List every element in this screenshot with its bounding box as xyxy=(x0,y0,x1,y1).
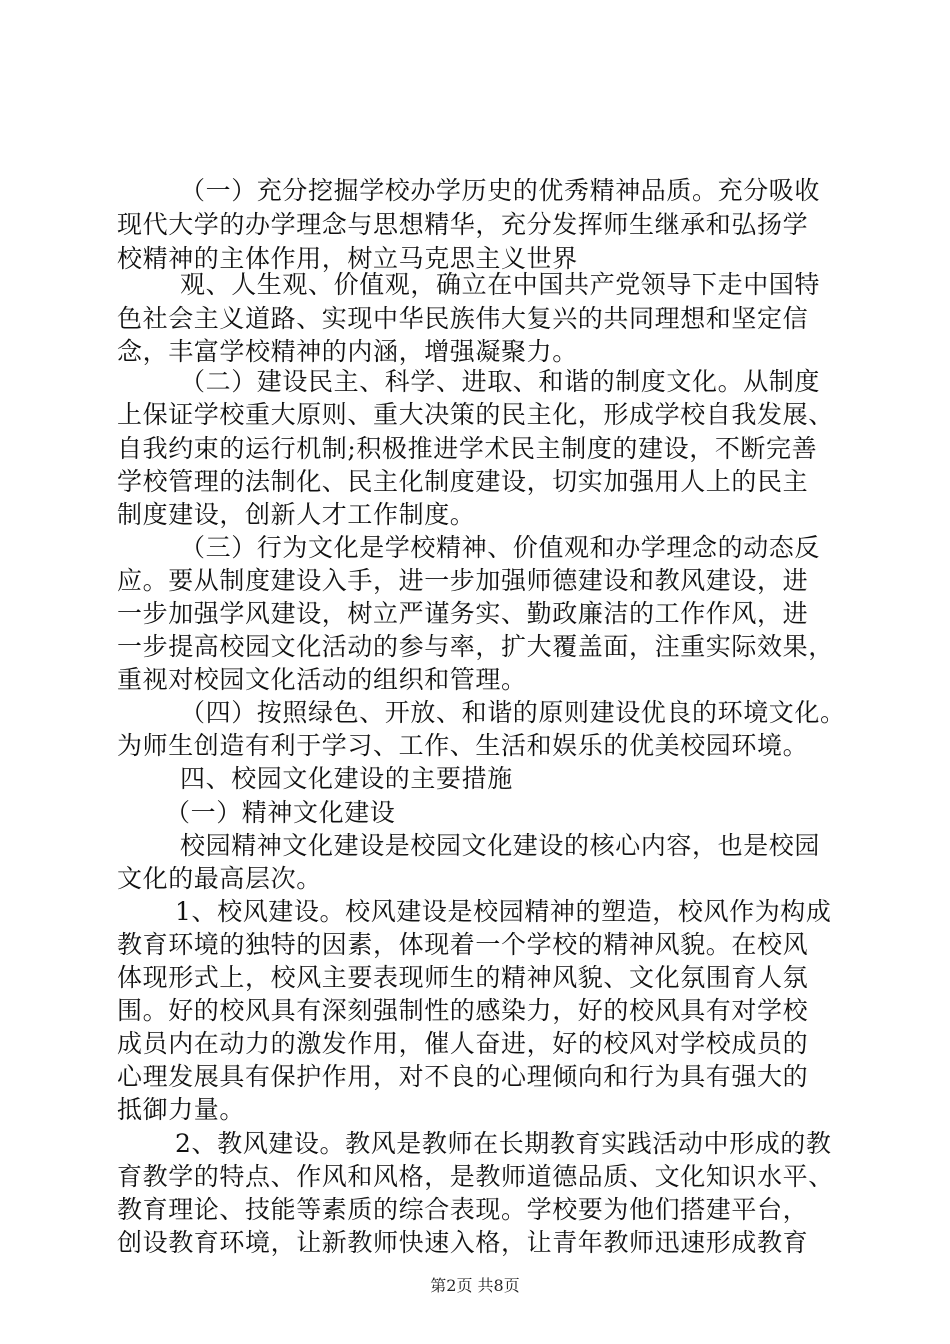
text-line: 一步提高校园文化活动的参与率，扩大覆盖面，注重实际效果， xyxy=(117,632,834,661)
text-line: 念，丰富学校精神的内涵，增强凝聚力。 xyxy=(117,337,578,366)
text-line: 现代大学的办学理念与思想精华，充分发挥师生继承和弘扬学 xyxy=(117,210,809,239)
text-line: 为师生创造有利于学习、工作、生活和娱乐的优美校园环境。 xyxy=(117,731,809,760)
text-line: 制度建设，创新人才工作制度。 xyxy=(117,500,476,529)
text-line: 育教学的特点、作风和风格，是教师道德品质、文化知识水平、 xyxy=(117,1162,834,1191)
subsection-heading: （一）精神文化建设 xyxy=(165,798,396,827)
section-heading: 四、校园文化建设的主要措施 xyxy=(180,764,513,793)
text-line: 心理发展具有保护作用，对不良的心理倾向和行为具有强大的 xyxy=(117,1062,809,1091)
page-number: 第2页 共8页 xyxy=(430,1276,520,1295)
text-line: 校园精神文化建设是校园文化建设的核心内容，也是校园 xyxy=(180,831,821,860)
text-line: （三）行为文化是学校精神、价值观和办学理念的动态反 xyxy=(180,533,821,562)
text-line: （二）建设民主、科学、进取、和谐的制度文化。从制度 xyxy=(180,367,821,396)
text-line: 校精神的主体作用，树立马克思主义世界 xyxy=(117,244,578,273)
text-line: 围。好的校风具有深刻强制性的感染力，好的校风具有对学校 xyxy=(117,996,809,1025)
text-line: 上保证学校重大原则、重大决策的民主化，形成学校自我发展、 xyxy=(117,400,834,429)
text-line: 抵御力量。 xyxy=(117,1095,246,1124)
text-line: 自我约束的运行机制;积极推进学术民主制度的建设，不断完善 xyxy=(117,434,818,463)
text-line: 教育理论、技能等素质的综合表现。学校要为他们搭建平台， xyxy=(117,1195,809,1224)
text-line: （一）充分挖掘学校办学历史的优秀精神品质。充分吸收 xyxy=(180,176,821,205)
text-line: 2、教风建设。教风是教师在长期教育实践活动中形成的教 xyxy=(175,1129,832,1158)
text-line: 观、人生观、价值观，确立在中国共产党领导下走中国特 xyxy=(180,270,821,299)
text-line: 1、校风建设。校风建设是校园精神的塑造，校风作为构成 xyxy=(175,897,832,926)
text-line: （四）按照绿色、开放、和谐的原则建设优良的环境文化。 xyxy=(180,698,846,727)
text-line: 文化的最高层次。 xyxy=(117,864,322,893)
text-line: 色社会主义道路、实现中华民族伟大复兴的共同理想和坚定信 xyxy=(117,304,809,333)
text-line: 成员内在动力的激发作用，催人奋进，好的校风对学校成员的 xyxy=(117,1029,809,1058)
text-line: 应。要从制度建设入手，进一步加强师德建设和教风建设，进 xyxy=(117,566,809,595)
text-line: 教育环境的独特的因素，体现着一个学校的精神风貌。在校风 xyxy=(117,930,809,959)
text-line: 学校管理的法制化、民主化制度建设，切实加强用人上的民主 xyxy=(117,467,809,496)
text-line: 一步加强学风建设，树立严谨务实、勤政廉洁的工作作风，进 xyxy=(117,599,809,628)
text-line: 创设教育环境，让新教师快速入格，让青年教师迅速形成教育 xyxy=(117,1228,809,1257)
text-line: 体现形式上，校风主要表现师生的精神风貌、文化氛围育人氛 xyxy=(117,963,809,992)
text-line: 重视对校园文化活动的组织和管理。 xyxy=(117,665,527,694)
